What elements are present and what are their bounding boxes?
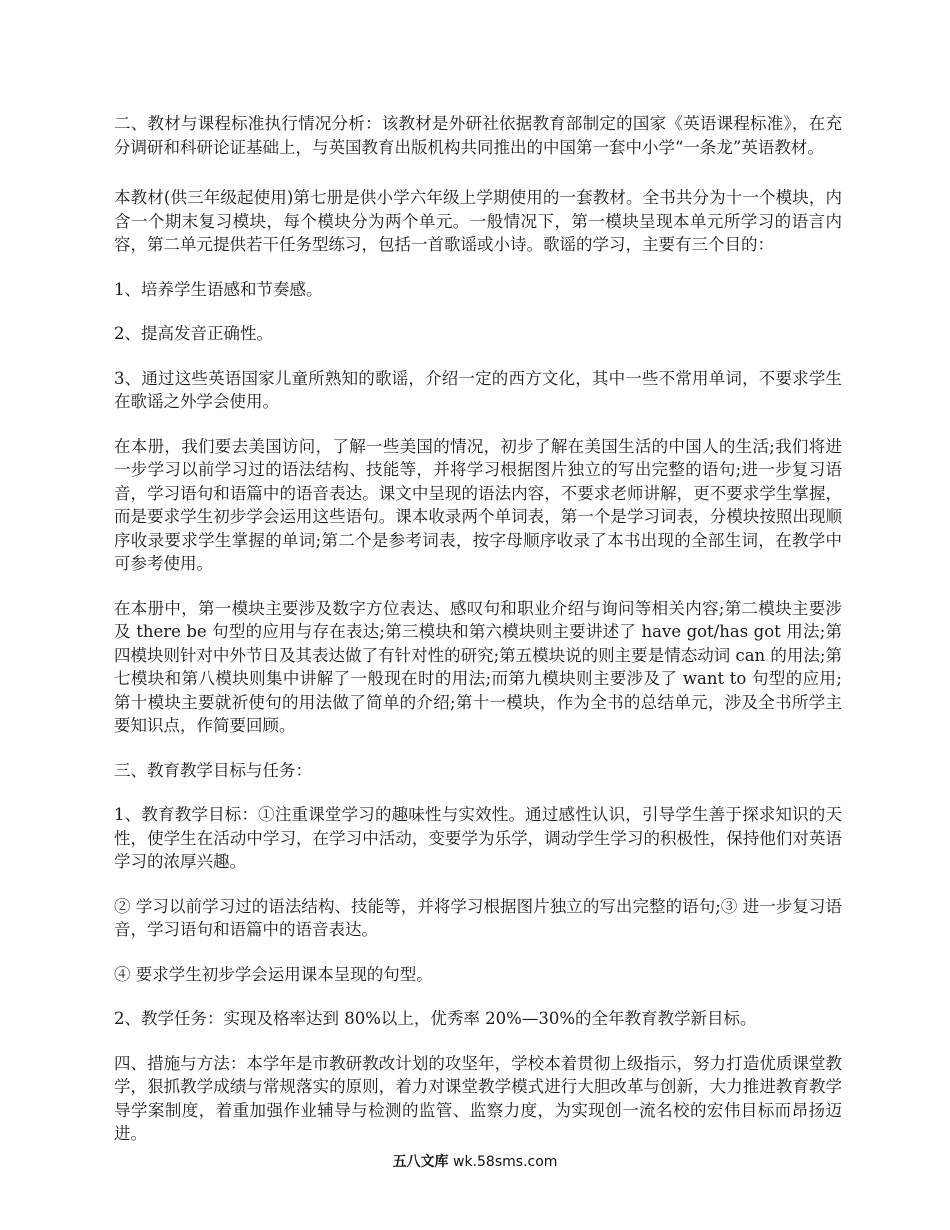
document-body bbox=[114, 112, 842, 1167]
page-footer bbox=[0, 1151, 950, 1171]
paragraph-textbook-analysis: 二、教材与课程标准执行情况分析：该教材是外研社依据教育部制定的国家《英语课程标准》，在充分调研和科研论证基础上，与英国教育出版机构共同推出的中国第一套中小学“一条龙”英语教材。 bbox=[114, 114, 842, 157]
paragraph-modules: 在本册中，第一模块主要涉及数字方位表达、感叹句和职业介绍与询问等相关内容;第二模块主要涉及 there be 句型的应用与存在表达;第三模块和第六模块则主要讲述了 have got/has got 用法;第四模块则针对中外节日及其表达做了有针对性的研究;第五模块说的则主要是情态动词 can 的用法;第七模块和第八模块则集中讲解了一般现在时的用法;而第九模块则主要涉及了 want to 句型的应用;第十模块主要就祈使句的用法做了简单的介绍;第十一模块，作为全书的总结单元，涉及全书所学主要知识点，作简要回顾。 bbox=[114, 598, 842, 735]
footer-site-url: wk.58sms.com bbox=[453, 1154, 558, 1170]
section-heading-goals: 三、教育教学目标与任务： bbox=[114, 760, 312, 780]
paragraph-book-content: 在本册，我们要去美国访问，了解一些美国的情况，初步了解在美国生活的中国人的生活;我们将进一步学习以前学习过的语法结构、技能等，并将学习根据图片独立的写出完整的语句;进一步复习语音，学习语句和语篇中的语音表达。课文中呈现的语法内容，不要求老师讲解，更不要求学生掌握，而是要求学生初步学会运用这些语句。课本收录两个单词表，第一个是学习词表，分模块按照出现顺序收录要求学生掌握的单词;第二个是参考词表，按字母顺序收录了本书出现的全部生词，在教学中可参考使用。 bbox=[114, 436, 842, 573]
paragraph-goal-2-3: ② 学习以前学习过的语法结构、技能等，并将学习根据图片独立的写出完整的语句;③ 进一步复习语音，学习语句和语篇中的语音表达。 bbox=[114, 896, 842, 939]
paragraph-textbook-overview: 本教材(供三年级起使用)第七册是供小学六年级上学期使用的一套教材。全书共分为十一个模块，内含一个期末复习模块，每个模块分为两个单元。一般情况下，第一模块呈现本单元所学习的语言内容，第二单元提供若干任务型练习，包括一首歌谣或小诗。歌谣的学习，主要有三个目的： bbox=[114, 188, 842, 254]
paragraph-goal-1: 1、教育教学目标：①注重课堂学习的趣味性与实效性。通过感性认识，引导学生善于探求知识的天性，使学生在活动中学习，在学习中活动，变要学为乐学，调动学生学习的积极性，保持他们对英语学习的浓厚兴趣。 bbox=[114, 805, 842, 871]
paragraph-goal-4: ④ 要求学生初步学会运用课本呈现的句型。 bbox=[114, 964, 433, 984]
paragraph-purpose-1: 1、培养学生语感和节奏感。 bbox=[114, 279, 323, 299]
paragraph-measures: 四、措施与方法：本学年是市教研教改计划的攻坚年，学校本着贯彻上级指示，努力打造优质课堂教学，狠抓教学成绩与常规落实的原则，着力对课堂教学模式进行大胆改革与创新，大力推进教育教学导学案制度，着重加强作业辅导与检测的监管、监察力度，为实现创一流名校的宏伟目标而昂扬迈进。 bbox=[114, 1053, 842, 1143]
paragraph-teaching-task: 2、教学任务：实现及格率达到 80%以上，优秀率 20%—30%的全年教育教学新目标。 bbox=[114, 1009, 757, 1028]
paragraph-purpose-3: 3、通过这些英语国家儿童所熟知的歌谣，介绍一定的西方文化，其中一些不常用单词，不要求学生在歌谣之外学会使用。 bbox=[114, 368, 842, 411]
paragraph-purpose-2: 2、提高发音正确性。 bbox=[114, 324, 273, 343]
footer-brand: 五八文库 bbox=[392, 1154, 449, 1170]
